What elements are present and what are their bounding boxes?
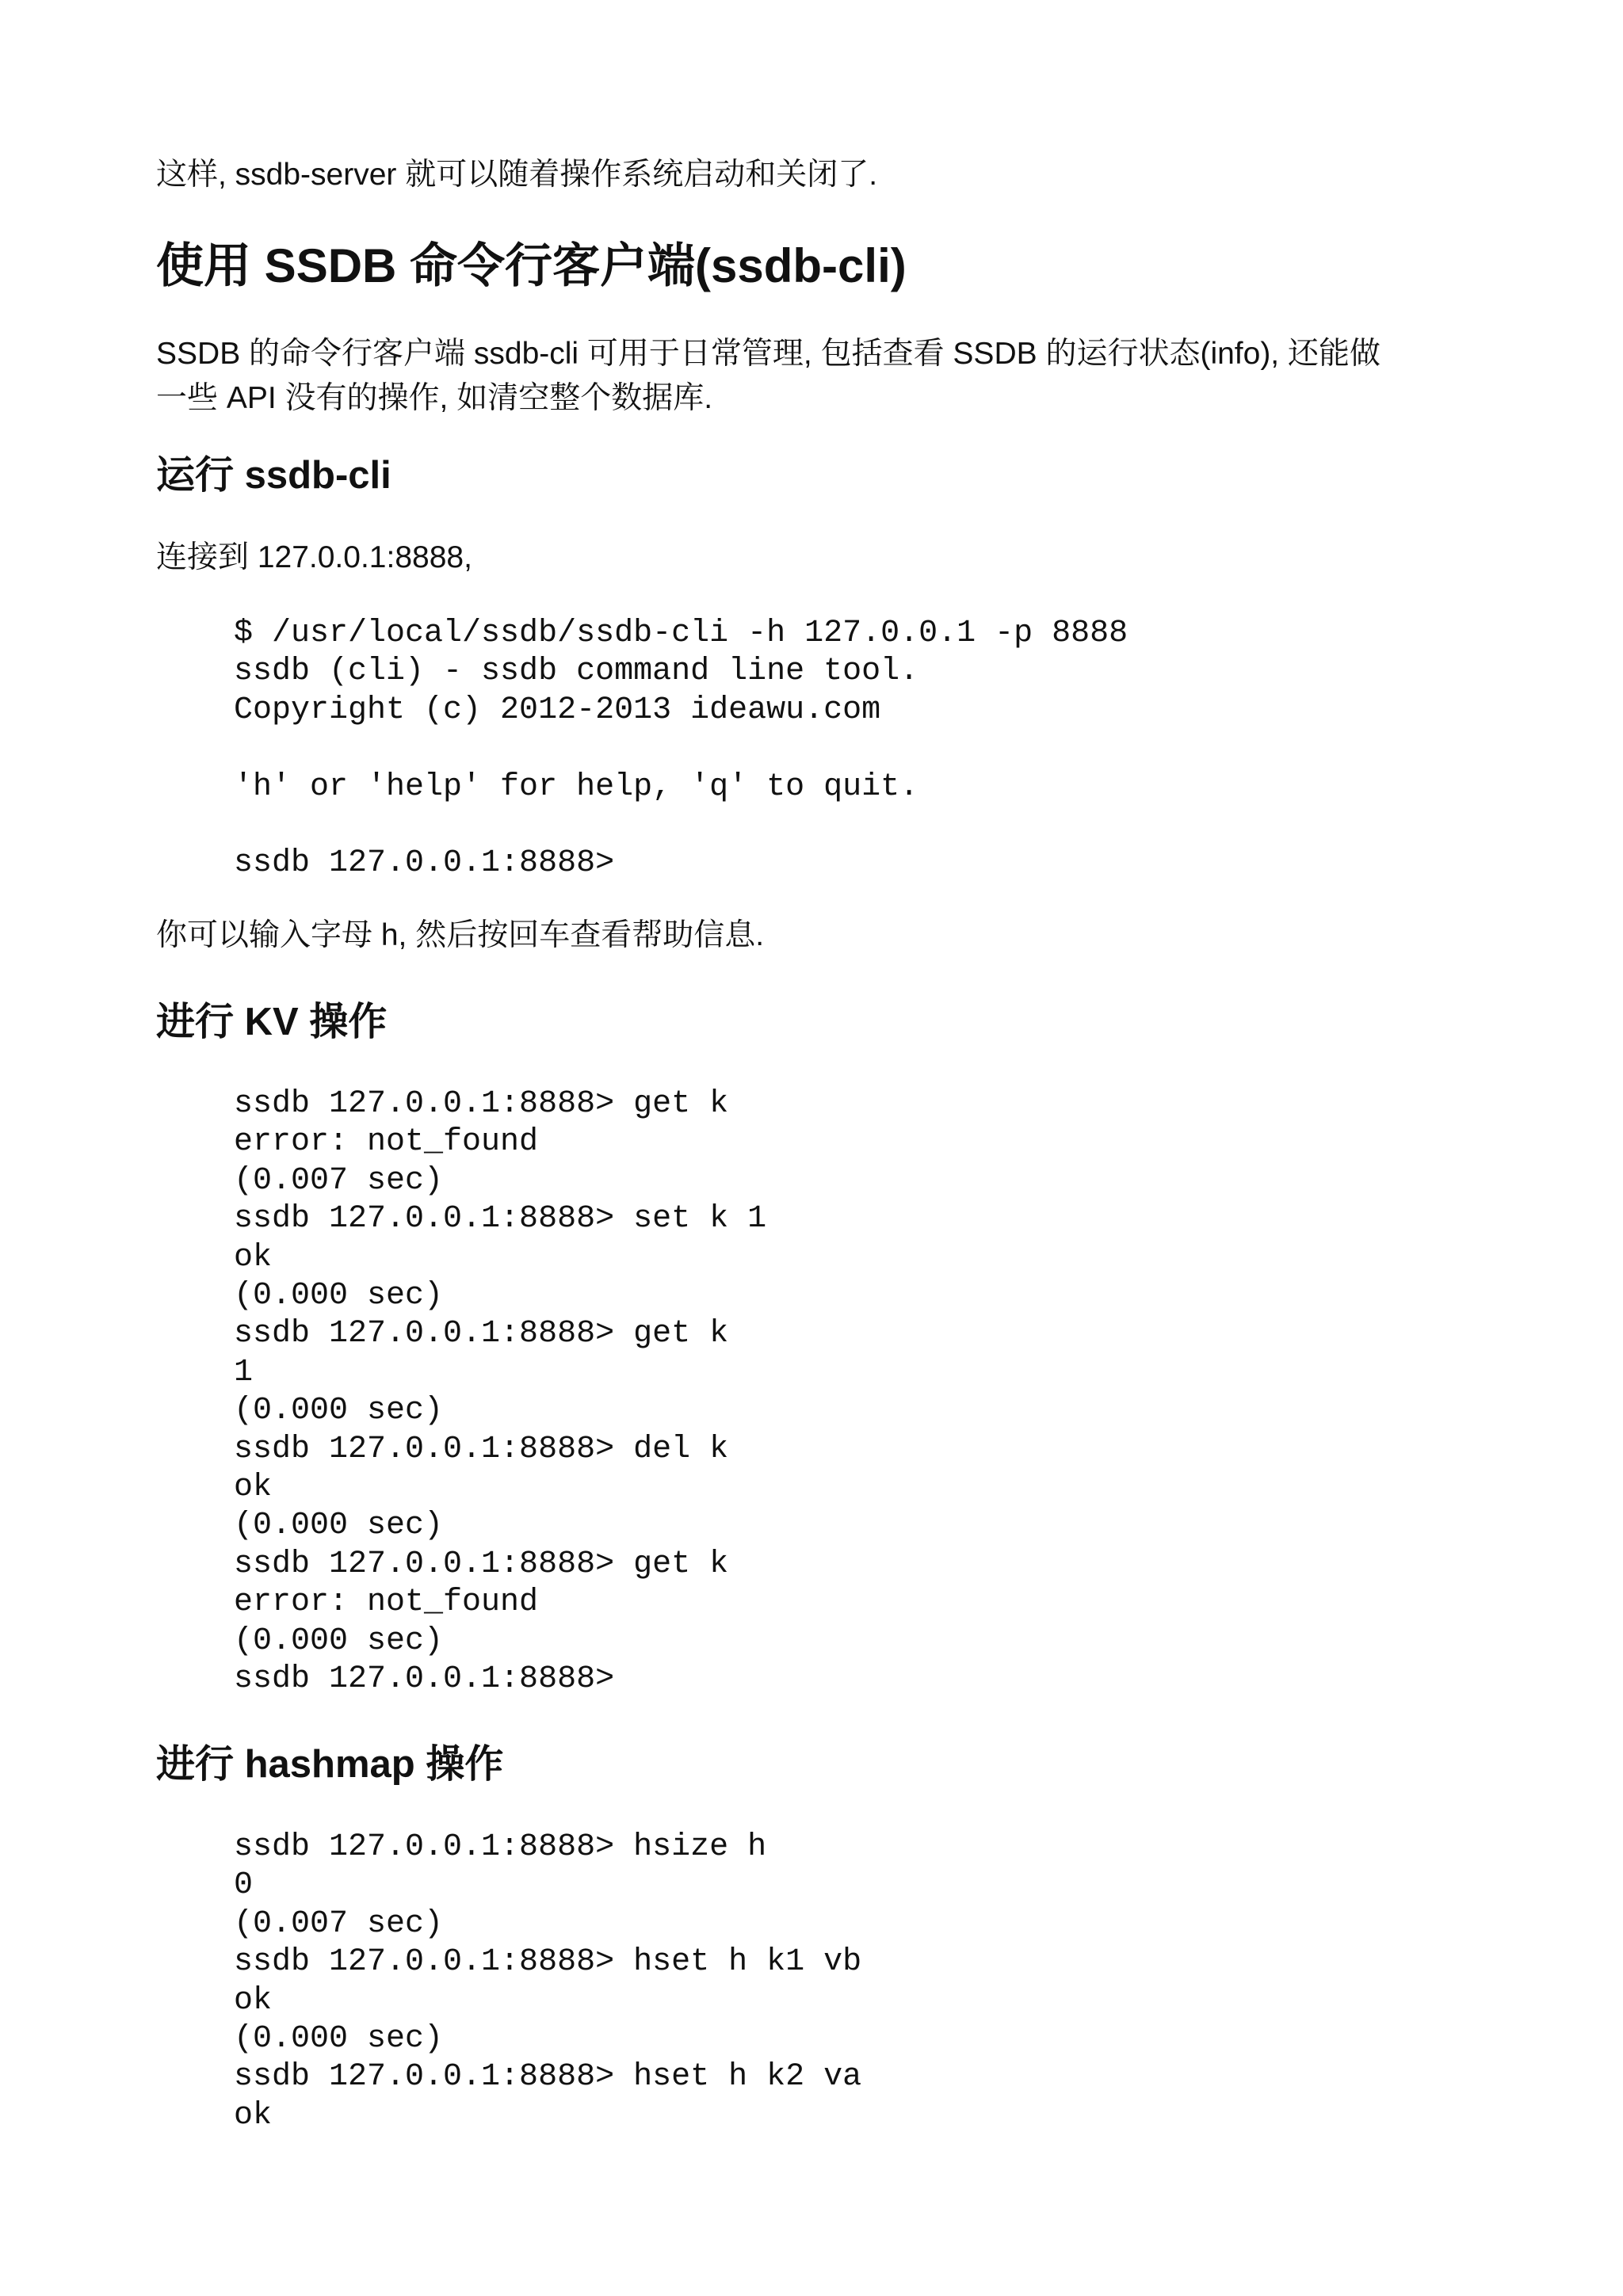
heading-run-ssdb-cli: 运行 ssdb-cli [156, 454, 391, 497]
code-block-hashmap: ssdb 127.0.0.1:8888> hsize h 0 (0.007 sec) ssdb 127.0.0.1:8888> hset h k1 vb ok (0.000 sec) ssdb 127.0.0.1:8888> hset h k2 va ok [234, 1829, 862, 2134]
heading-ssdb-cli: 使用 SSDB 命令行客户端(ssdb-cli) [156, 239, 907, 292]
connect-paragraph: 连接到 127.0.0.1:8888, [156, 540, 472, 574]
cli-description-line-1: SSDB 的命令行客户端 ssdb-cli 可用于日常管理, 包括查看 SSDB 的运行状态(info), 还能做 [156, 337, 1381, 371]
help-paragraph: 你可以输入字母 h, 然后按回车查看帮助信息. [156, 918, 765, 952]
intro-paragraph: 这样, ssdb-server 就可以随着操作系统启动和关闭了. [156, 158, 878, 192]
code-block-kv: ssdb 127.0.0.1:8888> get k error: not_found (0.007 sec) ssdb 127.0.0.1:8888> set k 1 ok (0.000 sec) ssdb 127.0.0.1:8888> get k 1 (0.000 sec) ssdb 127.0.0.1:8888> del k ok (0.000 sec) ssdb 127.0.0.1:8888> get k error: not_found (0.000 sec) ssdb 127.0.0.1:8888> [234, 1086, 767, 1698]
cli-description-line-2: 一些 API 没有的操作, 如清空整个数据库. [156, 381, 713, 415]
heading-hashmap-operations: 进行 hashmap 操作 [156, 1743, 504, 1786]
heading-kv-operations: 进行 KV 操作 [156, 1001, 388, 1043]
code-block-run: $ /usr/local/ssdb/ssdb-cli -h 127.0.0.1 -p 8888 ssdb (cli) - ssdb command line tool. Copyright (c) 2012-2013 ideawu.com 'h' or 'help' for help, 'q' to quit. ssdb 127.0.0.1:8888> [234, 616, 1128, 882]
